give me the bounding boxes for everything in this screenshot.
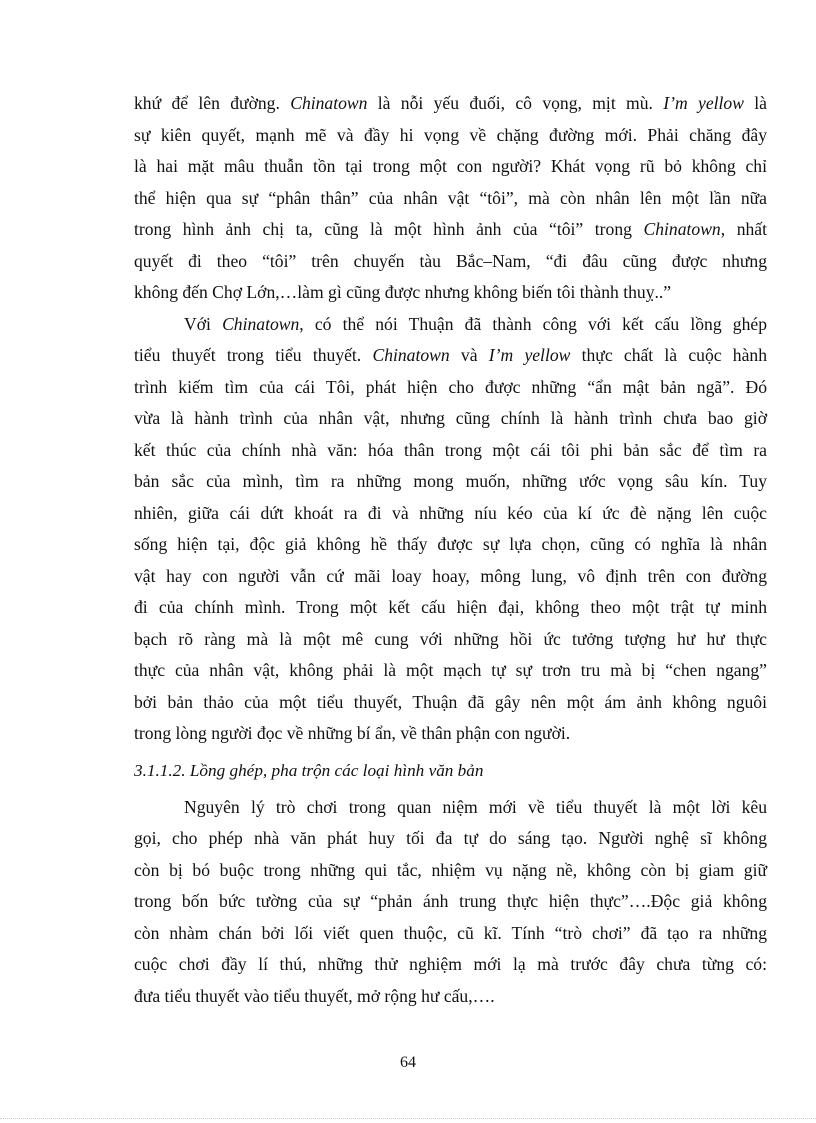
text-line (134, 949, 767, 981)
text-line (134, 561, 767, 593)
section-heading: 3.1.1.2. Lồng ghép, pha trộn các loại hình văn bản (134, 760, 484, 780)
page-number: 64 (400, 1054, 416, 1071)
text-segment: trong bốn bức tường của sự “phản ánh trung thực hiện thực”….Độc giả không (134, 891, 767, 911)
text-line (134, 88, 767, 120)
text-line (134, 214, 767, 246)
text-line (134, 823, 767, 855)
page-bottom-divider (0, 1118, 816, 1119)
text-segment: Nguyên lý trò chơi trong quan niệm mới về tiểu thuyết là một lời kêu (184, 796, 767, 817)
text-line (134, 718, 767, 750)
text-segment: kết thúc của chính nhà văn: hóa thân trong một cái tôi phi bản sắc để tìm ra (134, 439, 767, 460)
text-segment: không đến Chợ Lớn,…làm gì cũng được nhưng không biến tôi thành thuỵ..” (134, 282, 672, 302)
text-segment: vật hay con người vẫn cứ mãi loay hoay, mông lung, vô định trên con đường (134, 565, 767, 586)
text-segment: bởi bản thảo của một tiểu thuyết, Thuận đã gây nên một ám ảnh không nguôi (134, 691, 767, 712)
text-line (134, 855, 767, 887)
text-segment: bạch rõ ràng mà là một mê cung với những hồi ức tưởng tượng hư hư thực (134, 628, 767, 649)
text-line (134, 918, 767, 950)
text-segment: là hai mặt mâu thuẫn tồn tại trong một con người? Khát vọng rũ bỏ không chỉ (134, 156, 767, 176)
text-segment: cuộc chơi đầy lí thú, những thử nghiệm mới lạ mà trước đây chưa từng có: (134, 954, 767, 974)
text-segment: còn bị bó buộc trong những qui tắc, nhiệm vụ nặng nề, không còn bị giam giữ (134, 859, 767, 880)
italic-title: Chinatown (372, 345, 450, 365)
text-line (134, 498, 767, 530)
text-segment: , có thể nói Thuận đã thành công với kết cấu lồng ghép (299, 313, 767, 334)
page-body (134, 88, 767, 1012)
text-segment: khứ để lên đường. (134, 93, 291, 113)
text-segment: thực chất là cuộc hành (570, 345, 768, 365)
text-line (134, 687, 767, 719)
text-line (134, 246, 767, 278)
text-segment: trong lòng người đọc về những bí ẩn, về thân phận con người. (134, 723, 571, 743)
text-segment: đi của chính mình. Trong một kết cấu hiện đại, không theo một trật tự minh (134, 597, 767, 617)
text-segment: bản sắc của mình, tìm ra những mong muốn, những ước vọng sâu kín. Tuy (134, 471, 767, 491)
text-line (134, 277, 767, 309)
text-line (134, 655, 767, 687)
text-line (134, 529, 767, 561)
text-segment: nhiên, giữa cái dứt khoát ra đi và những níu kéo của kí ức đè nặng lên cuộc (134, 502, 767, 523)
italic-title: I’m yellow (488, 345, 571, 365)
text-line (134, 151, 767, 183)
text-segment: là nỗi yếu đuối, cô vọng, mịt mù. (367, 93, 664, 113)
text-line (134, 624, 767, 656)
text-segment: là (743, 93, 767, 113)
text-segment: đưa tiểu thuyết vào tiểu thuyết, mở rộng hư cấu,…. (134, 985, 495, 1006)
italic-title: I’m yellow (663, 93, 744, 113)
text-line (134, 340, 767, 372)
paragraph-3 (134, 792, 767, 1013)
text-segment: tiểu thuyết trong tiểu thuyết. (134, 345, 373, 365)
text-line (134, 981, 767, 1013)
text-segment: thể hiện qua sự “phân thân” của nhân vật “tôi”, mà còn nhân lên một lần nữa (134, 187, 767, 208)
text-line (134, 592, 767, 624)
text-segment: sống hiện tại, độc giả không hề thấy được sự lựa chọn, cũng có nghĩa là nhân (134, 534, 767, 554)
text-segment: quyết đi theo “tôi” trên chuyến tàu Bắc–Nam, “đi đâu cũng được nhưng (134, 250, 767, 271)
text-line (134, 466, 767, 498)
text-segment: thực của nhân vật, không phải là một mạch tự sự trơn tru mà bị “chen ngang” (134, 660, 767, 680)
italic-title: Chinatown (643, 219, 721, 239)
text-segment: còn nhàm chán bởi lối viết quen thuộc, cũ kĩ. Tính “trò chơi” đã tạo ra những (134, 922, 767, 943)
text-segment: , nhất (720, 219, 767, 239)
text-line (134, 435, 767, 467)
text-segment: trình kiếm tìm của cái Tôi, phát hiện cho được những “ẩn mật bản ngã”. Đó (134, 376, 767, 397)
text-line (134, 309, 767, 341)
text-segment: và (449, 345, 489, 365)
text-segment: trong hình ảnh chị ta, cũng là một hình ảnh của “tôi” trong (134, 219, 644, 239)
text-line (134, 792, 767, 824)
italic-title: Chinatown (222, 313, 300, 334)
paragraph-2 (134, 309, 767, 750)
italic-title: Chinatown (290, 93, 368, 113)
paragraph-1 (134, 88, 767, 309)
text-line (134, 886, 767, 918)
text-line (134, 183, 767, 215)
text-line (134, 120, 767, 152)
text-segment: vừa là hành trình của nhân vật, nhưng cũng chính là hành trình chưa bao giờ (134, 408, 767, 428)
text-segment: sự kiên quyết, mạnh mẽ và đầy hi vọng về chặng đường mới. Phải chăng đây (134, 124, 767, 145)
text-line (134, 403, 767, 435)
text-segment: gọi, cho phép nhà văn phát huy tối đa tự do sáng tạo. Người nghệ sĩ không (134, 828, 767, 848)
text-line (134, 372, 767, 404)
text-segment: Với (184, 313, 223, 334)
